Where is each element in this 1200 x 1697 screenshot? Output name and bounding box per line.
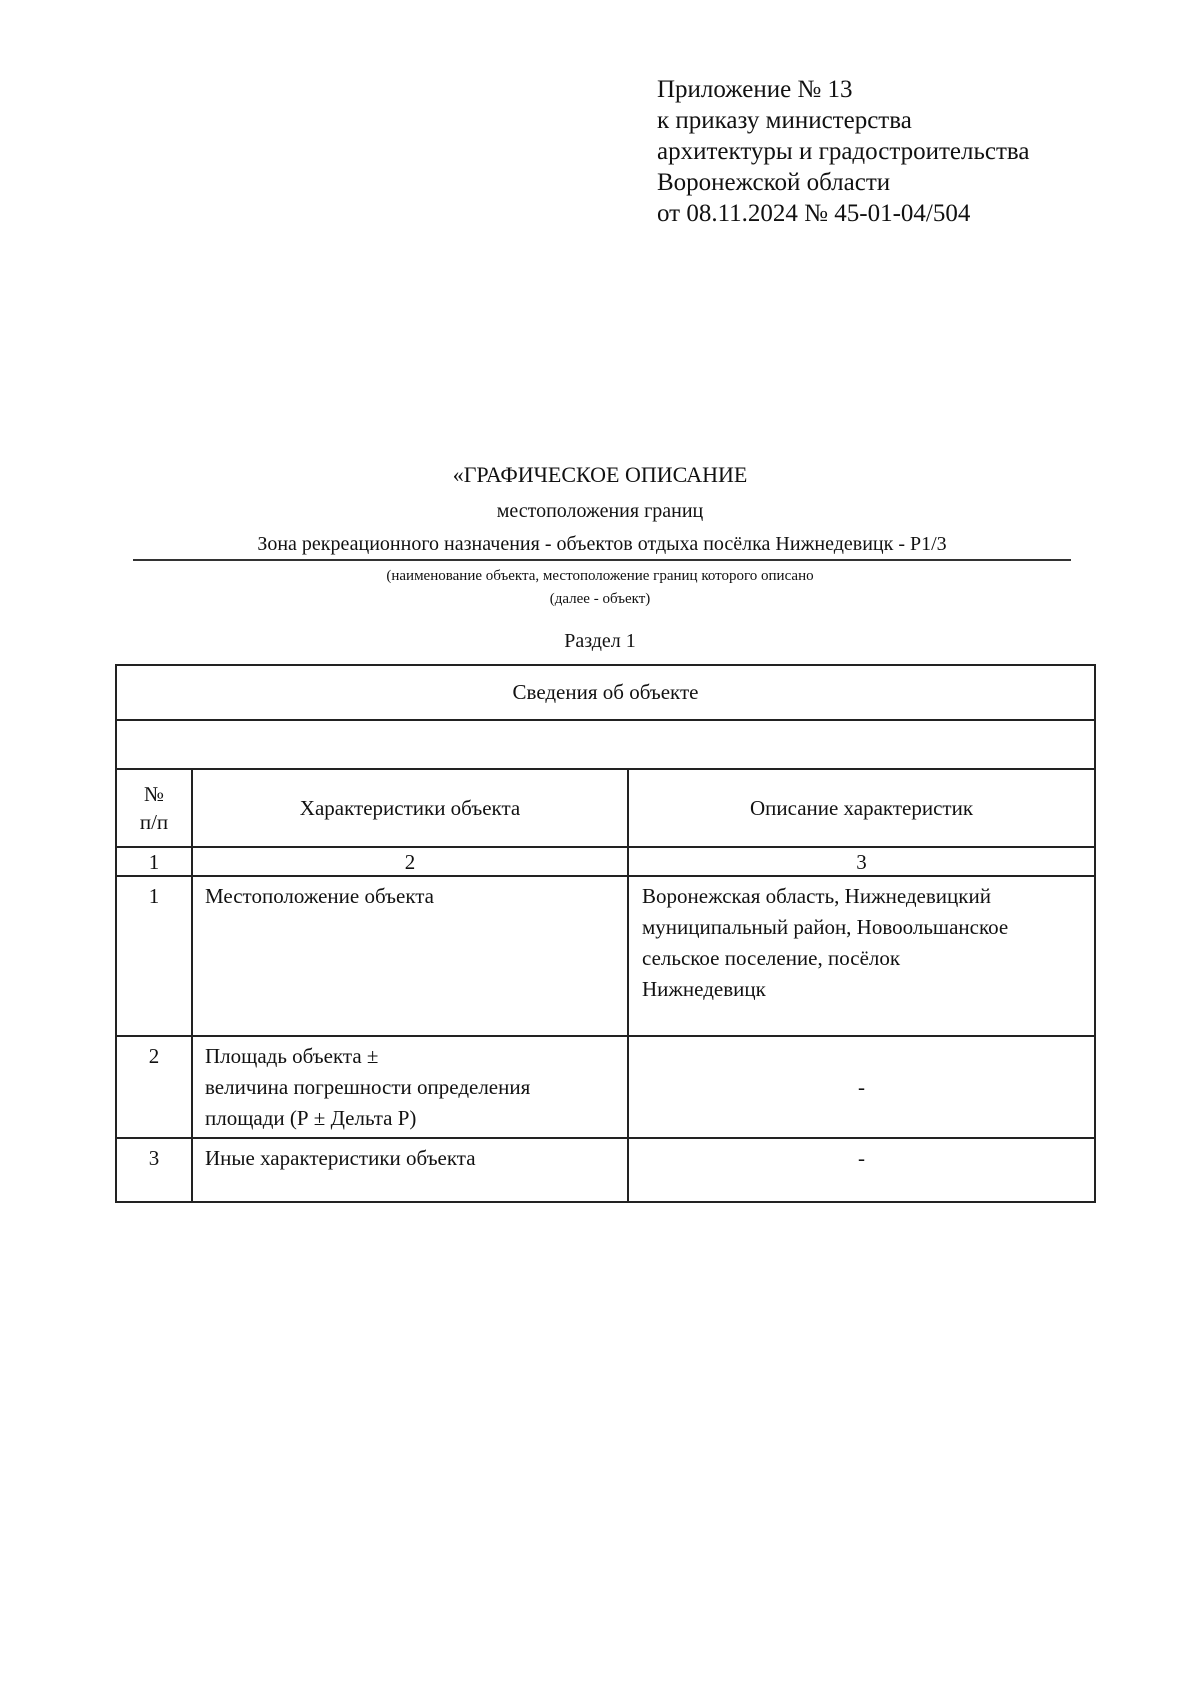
row-characteristic <box>192 876 628 1036</box>
characteristic-line: Площадь объекта ± <box>205 1044 379 1068</box>
appendix-line: Воронежской области <box>657 169 891 196</box>
caption-line: (далее - объект) <box>549 591 651 607</box>
description-line: муниципальный район, Новоольшанское <box>642 915 1009 939</box>
column-header-description: Описание характеристик <box>628 769 1095 847</box>
characteristic-line: площади (Р ± Дельта Р) <box>205 1106 417 1130</box>
column-number-row <box>116 847 1095 876</box>
description-line: Воронежская область, Нижнедевицкий <box>642 884 991 908</box>
description-line: Нижнедевицк <box>642 977 766 1001</box>
column-header-characteristics: Характеристики объекта <box>192 769 628 847</box>
object-name-caption <box>0 565 1200 611</box>
column-number: 2 <box>192 847 628 876</box>
row-number: 3 <box>116 1138 192 1202</box>
caption-line: (наименование объекта, местоположение границ которого описано <box>386 568 814 584</box>
object-name: Зона рекреационного назначения - объектов отдыха посёлка Нижнедевицк - Р1/3 <box>133 530 1071 561</box>
appendix-block <box>657 74 1029 229</box>
column-number: 3 <box>628 847 1095 876</box>
row-characteristic <box>192 1036 628 1138</box>
blank-row <box>116 720 1095 769</box>
row-description: - <box>628 1036 1095 1138</box>
row-description: - <box>628 1138 1095 1202</box>
appendix-line: от 08.11.2024 № 45-01-04/504 <box>657 200 971 227</box>
document-subtitle: местоположения границ <box>496 500 704 522</box>
description-line: сельское поселение, посёлок <box>642 946 901 970</box>
characteristic-line: Местоположение объекта <box>205 884 435 908</box>
document-title: «ГРАФИЧЕСКОЕ ОПИСАНИЕ <box>452 462 748 487</box>
table-heading: Сведения об объекте <box>116 665 1095 720</box>
table-row <box>116 1138 1095 1202</box>
column-header-number-line: № <box>143 782 165 806</box>
row-number: 1 <box>116 876 192 1036</box>
row-description <box>628 876 1095 1036</box>
appendix-line: Приложение № 13 <box>657 76 853 103</box>
table-row <box>116 876 1095 1036</box>
object-info-table <box>115 664 1096 1203</box>
column-header-number <box>116 769 192 847</box>
table-row <box>116 1036 1095 1138</box>
column-header-number-line: п/п <box>139 810 169 834</box>
row-characteristic <box>192 1138 628 1202</box>
section-label: Раздел 1 <box>564 630 636 652</box>
appendix-line: к приказу министерства <box>657 107 912 134</box>
appendix-line: архитектуры и градостроительства <box>657 138 1030 165</box>
column-number: 1 <box>116 847 192 876</box>
column-header-row <box>116 769 1095 847</box>
characteristic-line: Иные характеристики объекта <box>205 1146 476 1170</box>
characteristic-line: величина погрешности определения <box>205 1075 531 1099</box>
row-number: 2 <box>116 1036 192 1138</box>
